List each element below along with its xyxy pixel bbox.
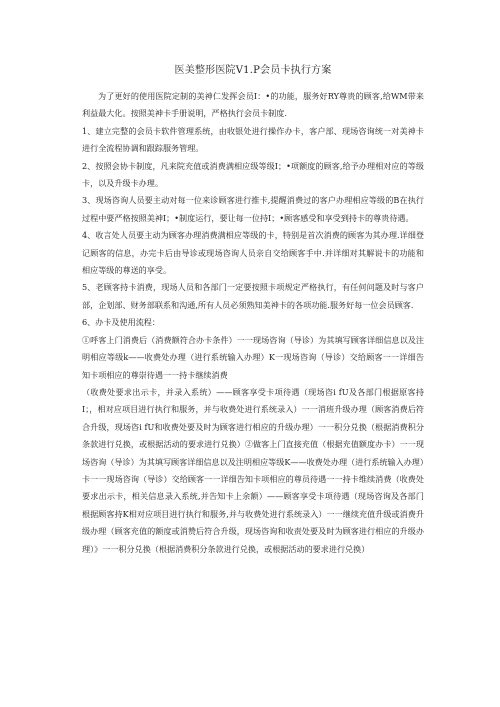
process-continuation-paragraph: （收费处要求出示卡，并录入系统）——顾客享受卡项待遇（现场咨i fU及各部门根据原客持I；，相对应项目进行执行和服务，并与收费处进行系统录入）一一消班升级办理（顾客消费后符合升级，现场咨i fU和收费处要及时为顾客进行相应的升级办理）一一积分兑换（根据消费积分条款进行兑换，或根据活动的要求进行兑换）②做客上门直接充值（根据充值额度办卡）一一现场咨询（导诊）为其填写顾客详细信息以及注明相应等级K——收费处办理（进行系统输入办理） <box>82 386 428 467</box>
process-step-1-paragraph: ①呼客上门消费后（消费额符合办卡条件）一一现场咨询（导诊）为其填写顾客详细信息以及注明相应等级k——收费处办理（进行系统输入办理）K一现场咨询（导诊）交给顾客一一详细告知卡项相应的尊崇待遇一一持卡继续消费 <box>82 334 424 380</box>
document-title: 医美整形医院V1.P会员卡执行方案 <box>174 65 332 76</box>
item-1-paragraph: 1、建立完整的会员卡软件管理系统，由收银处进行操作办卡，客户部、现场咨询统一对美神卡进行全流程协调和跟踪服务管理。 <box>82 125 424 154</box>
process-card-paragraph: 卡一一现场咨询（导诊）交给顾客一一详细告知卡项相应的尊员待遇一一持卡维续消费（收费处要求出示卡，相关信息录入系统,并告知卡上余额）——顾客享受卡项待遇（现场咨询及各部门根据顾客持K相对应项目进行执行和服务,并与收费处进行系统录入）一一继续充值升级或消费升级办理（顾客充值的额度或消赞后符合升级，现场咨询和收责处要及时为顾客进行相应的升级办理）》一一积分兑换（根据消费积分条款进行兑换，或根据活动的要求进行兑换） <box>82 473 424 554</box>
item-4-paragraph: 4、收言处人员要主动为顾客办理消费满相应等级的卡，特别是首次消费的顾客为其办理.详细登记顾客的信息，办完卡后由导诊或现场咨询人员亲自交给顾客手中.并详细对其解说卡的功能和相应等级的尊送的享受。 <box>82 230 424 276</box>
intro-paragraph: 为了更好的使用医院定制的美神仁发挥会员I：•的功能，服务好RY尊贵的顾客,给WM带来利益最大化。按照美神卡手册说明，严格执行会员卡制度. <box>82 91 424 119</box>
item-6-heading: 6、办卡及使用流程： <box>82 317 160 328</box>
item-3-paragraph: 3、现场咨询人员要主动对每一位来诊顾客进行推卡,提醒消费过的客户办理相应等级的B在执行过程中要严格按照美神I；•制度运行，要让每一位持I；•顾客感受和享受到持卡的尊贵待遇。 <box>82 195 424 223</box>
item-5-paragraph: 5、老顾客持卡消费，现场人员和各部门一定要按照卡项规定严格执行，有任何问题及时与客户部，企划部、财务部联系和沟通,所有人员必须熟知美神卡的各项功能.服务好每一位会员顾客. <box>82 282 424 310</box>
item-2-paragraph: 2、按照会协卡制度，凡来院充值或消费满相应级等级I；•项额度的顾客,给予办理相对应的等级卡，以及升级卡办理。 <box>82 160 424 189</box>
